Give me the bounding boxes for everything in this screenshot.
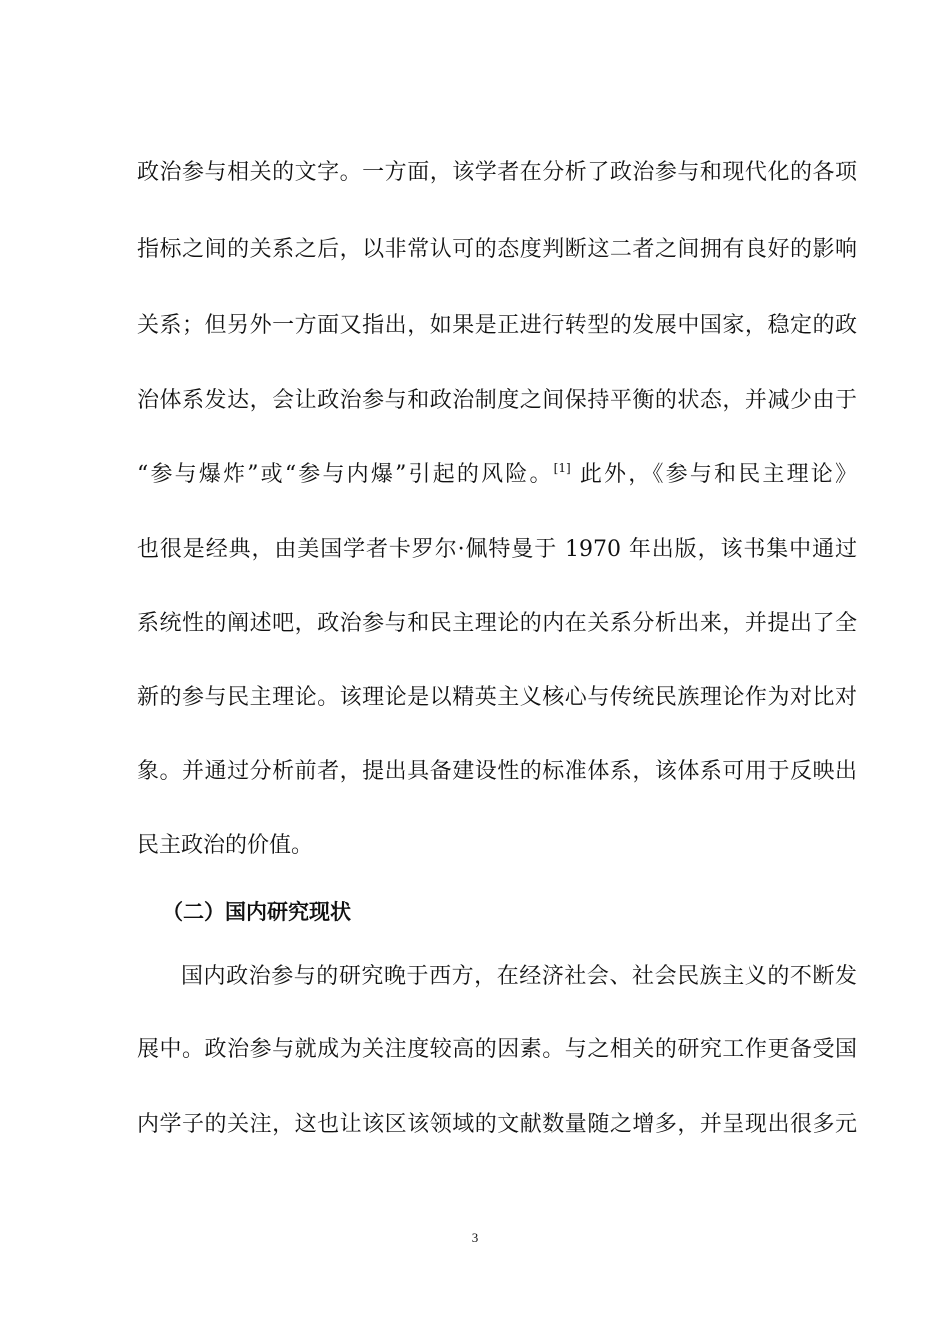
paragraph-line: 国内政治参与的研究晚于西方，在经济社会、社会民族主义的不断发 bbox=[181, 964, 857, 989]
line-text: 此外，《参与和民主理论》 bbox=[570, 462, 857, 487]
paragraph-line: 也很是经典，由美国学者卡罗尔·佩特曼于 1970 年出版，该书集中通过 bbox=[137, 537, 857, 562]
section-heading: （二）国内研究现状 bbox=[162, 900, 351, 924]
paragraph-line: 系统性的阐述吧，政治参与和民主理论的内在关系分析出来，并提出了全 bbox=[137, 611, 857, 636]
page-number: 3 bbox=[471, 1230, 479, 1245]
paragraph-line: 指标之间的关系之后，以非常认可的态度判断这二者之间拥有良好的影响 bbox=[137, 237, 857, 262]
paragraph-line: 治体系发达，会让政治参与和政治制度之间保持平衡的状态，并减少由于 bbox=[137, 388, 857, 413]
line-text: “参与爆炸”或“参与内爆”引起的风险。 bbox=[137, 462, 554, 487]
paragraph-line: 展中。政治参与就成为关注度较高的因素。与之相关的研究工作更备受国 bbox=[137, 1037, 857, 1062]
paragraph-line: 政治参与相关的文字。一方面，该学者在分析了政治参与和现代化的各项 bbox=[137, 160, 857, 185]
paragraph-line: 新的参与民主理论。该理论是以精英主义核心与传统民族理论作为对比对 bbox=[137, 685, 857, 710]
paragraph-line: 民主政治的价值。 bbox=[137, 833, 314, 858]
citation-marker[interactable]: [1] bbox=[553, 461, 571, 475]
paragraph-line: 象。并通过分析前者，提出具备建设性的标准体系，该体系可用于反映出 bbox=[137, 759, 857, 784]
paragraph-line: 内学子的关注，这也让该区该领域的文献数量随之增多，并呈现出很多元 bbox=[137, 1112, 857, 1137]
paragraph-line-with-citation bbox=[137, 460, 857, 490]
paragraph-line: 关系；但另外一方面又指出，如果是正进行转型的发展中国家，稳定的政 bbox=[137, 313, 857, 338]
